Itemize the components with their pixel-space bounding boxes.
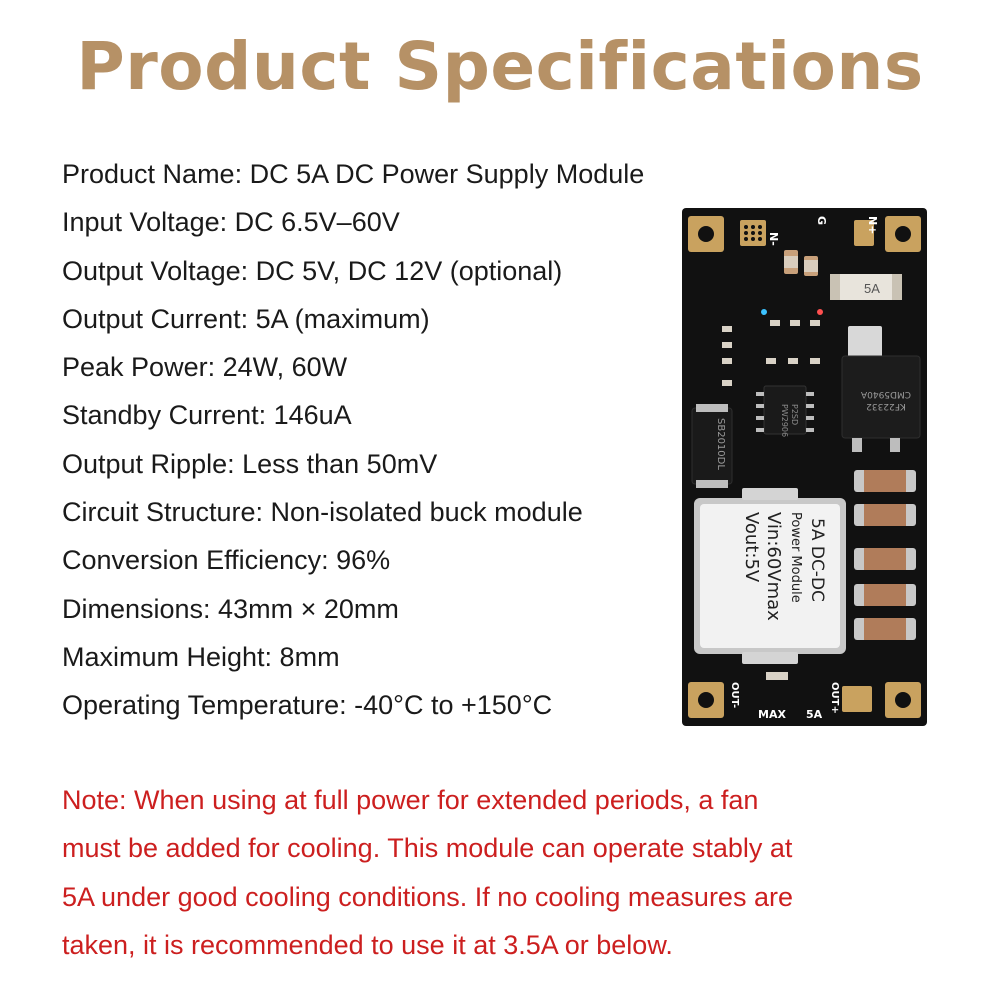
spec-conversion-efficiency: Conversion Efficiency: 96% <box>62 545 391 576</box>
pin-label-out-minus: OUT- <box>729 682 740 709</box>
spec-dimensions: Dimensions: 43mm × 20mm <box>62 593 399 624</box>
pin-label-g: G <box>815 216 828 226</box>
spec-operating-temperature: Operating Temperature: -40°C to +150°C <box>62 690 553 721</box>
ic-code: P2SD <box>790 404 799 426</box>
diode-label: SB2010DL <box>715 418 726 470</box>
rating-label: 5A <box>806 708 823 721</box>
inductor-module <box>694 488 846 664</box>
spec-list <box>62 150 644 730</box>
module-line-4: Vout:5V <box>741 512 762 583</box>
spec-standby-current: Standby Current: 146uA <box>62 400 352 431</box>
mosfet-label: CMD5940A <box>860 389 912 399</box>
spec-output-current: Output Current: 5A (maximum) <box>62 303 430 334</box>
schottky-diode <box>692 404 732 488</box>
spec-product-name: Product Name: DC 5A DC Power Supply Module <box>62 159 645 189</box>
mosfet-code: KF22332 <box>866 401 906 411</box>
module-line-1: 5A DC-DC <box>807 518 827 602</box>
spec-output-voltage: Output Voltage: DC 5V, DC 12V (optional) <box>62 255 563 286</box>
note-line: Note: When using at full power for extended periods, a fan <box>62 785 759 815</box>
ic-label: PW2906 <box>780 404 789 438</box>
pin-label-n-plus: N+ <box>866 216 879 235</box>
module-line-3: Vin:60Vmax <box>763 512 784 621</box>
pin-label-out-plus: OUT+ <box>829 682 840 714</box>
pcb-module-image <box>682 208 927 726</box>
max-label: MAX <box>758 708 786 721</box>
page-title: Product Specifications <box>76 28 924 105</box>
spec-circuit-structure: Circuit Structure: Non-isolated buck module <box>62 497 583 528</box>
note-line: taken, it is recommended to use it at 3.5A or below. <box>62 929 673 960</box>
note-line: must be added for cooling. This module can operate stably at <box>62 833 793 864</box>
controller-ic <box>756 386 814 437</box>
module-line-2: Power Module <box>788 512 803 603</box>
fuse-label: 5A <box>864 281 880 296</box>
pin-label-n-minus: N- <box>767 232 780 246</box>
spec-input-voltage: Input Voltage: DC 6.5V–60V <box>62 207 400 238</box>
cooling-note <box>62 776 942 969</box>
spec-peak-power: Peak Power: 24W, 60W <box>62 352 348 383</box>
spec-output-ripple: Output Ripple: Less than 50mV <box>62 448 438 479</box>
note-line: 5A under good cooling conditions. If no cooling measures are <box>62 881 793 912</box>
spec-maximum-height: Maximum Height: 8mm <box>62 641 340 672</box>
